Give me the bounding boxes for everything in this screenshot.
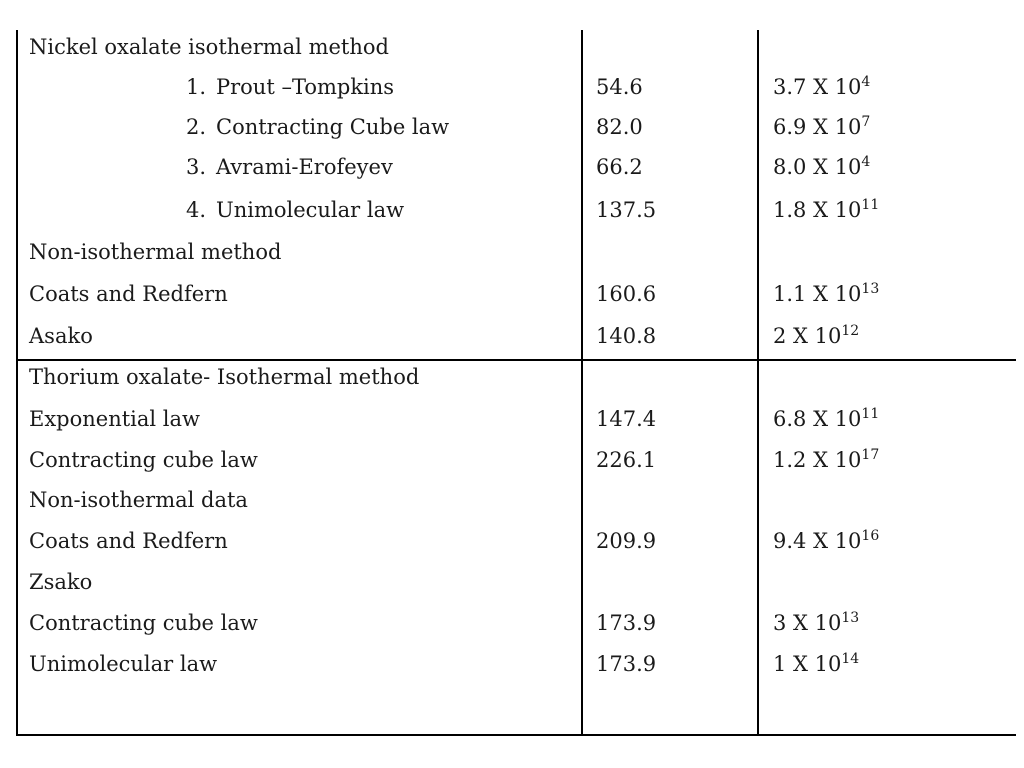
exponent: 17 xyxy=(861,447,880,463)
table-row xyxy=(16,603,1016,643)
exponent: 11 xyxy=(861,197,880,213)
frequency-factor: 1.1 X $10^{13}$ xyxy=(773,281,880,306)
exponent: 7 xyxy=(861,114,871,130)
frequency-factor: 9.4 X $10^{16}$ xyxy=(773,528,880,553)
exponent: 11 xyxy=(861,406,880,422)
method-name: Unimolecular law xyxy=(216,198,405,222)
section-heading: Thorium oxalate- Isothermal method xyxy=(29,365,420,389)
table-row xyxy=(16,644,1016,684)
subheading-row xyxy=(16,562,1016,602)
section-heading-row xyxy=(16,27,1016,67)
row-label xyxy=(166,147,393,187)
subheading-row xyxy=(16,480,1016,520)
row-label xyxy=(166,190,404,230)
section-heading: Nickel oxalate isothermal method xyxy=(29,35,389,59)
item-number: 4. xyxy=(185,198,206,222)
activation-energy: 226.1 xyxy=(596,448,657,472)
frequency-factor: 2 X $10^{12}$ xyxy=(773,323,860,348)
activation-energy: 140.8 xyxy=(596,324,657,348)
method-name: Coats and Redfern xyxy=(29,529,228,553)
kinetics-table xyxy=(16,30,1016,736)
activation-energy: 173.9 xyxy=(596,652,657,676)
frequency-factor: 3 X $10^{13}$ xyxy=(773,610,860,635)
exponent: 14 xyxy=(841,651,860,667)
exponent: 13 xyxy=(841,610,860,626)
exponent: 13 xyxy=(861,281,880,297)
table-bottom-border xyxy=(16,734,1016,736)
method-name: Asako xyxy=(29,324,93,348)
exponent: 4 xyxy=(861,154,871,170)
exponent: 4 xyxy=(861,74,871,90)
section-heading-row xyxy=(16,357,1016,397)
table-row xyxy=(16,316,1016,356)
table-row xyxy=(16,440,1016,480)
table-row xyxy=(16,521,1016,561)
exponent: 12 xyxy=(841,323,860,339)
subheading: Non-isothermal data xyxy=(29,488,248,512)
subheading: Non-isothermal method xyxy=(29,240,282,264)
activation-energy: 160.6 xyxy=(596,282,657,306)
frequency-factor: 1 X $10^{14}$ xyxy=(773,651,860,676)
frequency-factor: 1.8 X $10^{11}$ xyxy=(773,197,880,222)
frequency-factor: 1.2 X $10^{17}$ xyxy=(773,447,880,472)
activation-energy: 209.9 xyxy=(596,529,657,553)
frequency-factor: 6.9 X $10^7$ xyxy=(773,114,871,139)
table-row xyxy=(16,67,1016,107)
row-label xyxy=(166,67,394,107)
activation-energy: 82.0 xyxy=(596,115,643,139)
activation-energy: 54.6 xyxy=(596,75,643,99)
exponent: 16 xyxy=(861,528,880,544)
method-name: Contracting cube law xyxy=(29,611,258,635)
table-row xyxy=(16,190,1016,230)
frequency-factor: 6.8 X $10^{11}$ xyxy=(773,406,880,431)
method-name: Prout –Tompkins xyxy=(216,75,395,99)
row-label xyxy=(166,107,449,147)
method-name: Avrami-Erofeyev xyxy=(216,155,393,179)
method-name: Unimolecular law xyxy=(29,652,218,676)
method-name: Coats and Redfern xyxy=(29,282,228,306)
table-row xyxy=(16,107,1016,147)
method-name: Contracting Cube law xyxy=(216,115,450,139)
subheading: Zsako xyxy=(29,570,93,594)
frequency-factor: 3.7 X $10^4$ xyxy=(773,74,871,99)
table-row xyxy=(16,399,1016,439)
activation-energy: 66.2 xyxy=(596,155,643,179)
item-number: 1. xyxy=(185,75,206,99)
frequency-factor: 8.0 X $10^4$ xyxy=(773,154,871,179)
activation-energy: 147.4 xyxy=(596,407,657,431)
activation-energy: 137.5 xyxy=(596,198,657,222)
method-name: Exponential law xyxy=(29,407,201,431)
item-number: 2. xyxy=(185,115,206,139)
subheading-row xyxy=(16,232,1016,272)
method-name: Contracting cube law xyxy=(29,448,258,472)
table-row xyxy=(16,274,1016,314)
activation-energy: 173.9 xyxy=(596,611,657,635)
table-row xyxy=(16,147,1016,187)
item-number: 3. xyxy=(185,155,206,179)
